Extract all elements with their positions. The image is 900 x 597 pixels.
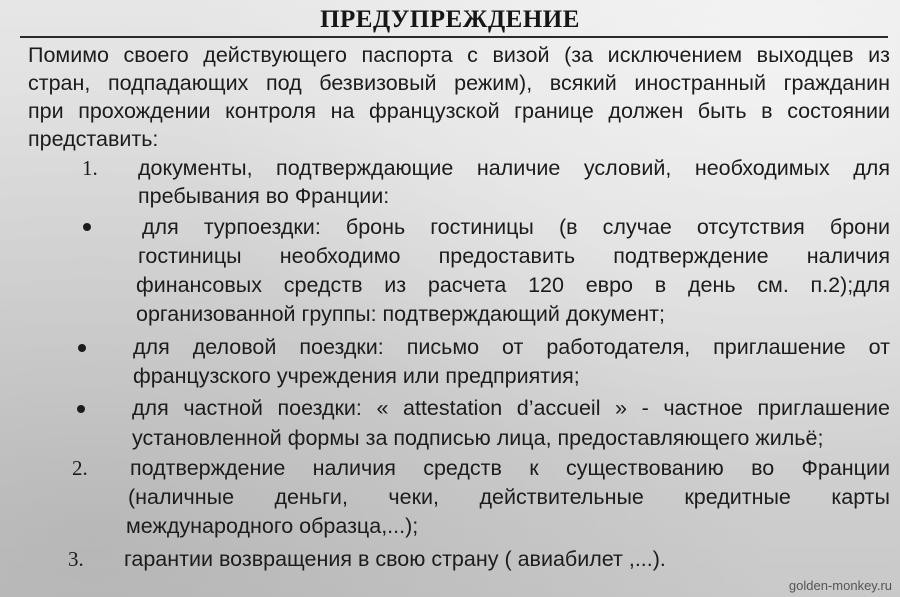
list-item-line: для турпоездки: бронь гостиницы (в случае отсутствия брони bbox=[142, 215, 890, 239]
list-item-line: организованной группы: подтверждающий документ; bbox=[136, 302, 665, 326]
list-item-line: для частной поездки: « attestation d’accueil » - частное приглашение bbox=[132, 396, 890, 420]
intro-line: представить: bbox=[28, 127, 159, 151]
bullet-icon bbox=[83, 223, 91, 231]
list-item-line: международного образца,...); bbox=[126, 514, 419, 538]
bullet-icon bbox=[78, 344, 86, 352]
list-item-line: (наличные деньги, чеки, действительные кредитные карты bbox=[128, 485, 890, 509]
intro-line: стран, подпадающих под безвизовый режим), всякий иностранный гражданин bbox=[28, 71, 890, 95]
document-title: ПРЕДУПРЕЖДЕНИЕ bbox=[320, 6, 580, 33]
list-item-line: французского учреждения или предприятия; bbox=[133, 364, 580, 388]
list-number: 2. bbox=[72, 456, 88, 480]
title-underline bbox=[20, 36, 888, 38]
list-item-line: гарантии возвращения в свою страну ( авиабилет ,...). bbox=[124, 547, 666, 571]
list-number: 1. bbox=[82, 156, 98, 180]
list-item-line: для деловой поездки: письмо от работодателя, приглашение от bbox=[133, 335, 890, 359]
list-item-line: подтверждение наличия средств к существованию во Франции bbox=[130, 456, 890, 480]
list-item-line: документы, подтверждающие наличие условий, необходимых для bbox=[138, 156, 890, 180]
list-item-line: гостиницы необходимо предоставить подтверждение наличия bbox=[138, 244, 890, 268]
bullet-icon bbox=[77, 405, 85, 413]
list-item-line: финансовых средств из расчета 120 евро в день см. п.2);для bbox=[136, 273, 890, 297]
site-watermark: golden-monkey.ru bbox=[788, 578, 892, 593]
intro-line: при прохождении контроля на французской границе должен быть в состоянии bbox=[28, 99, 890, 123]
list-item-line: пребывания во Франции: bbox=[138, 184, 390, 208]
list-number: 3. bbox=[68, 547, 84, 571]
intro-line: Помимо своего действующего паспорта с визой (за исключением выходцев из bbox=[28, 43, 890, 67]
list-item-line: установленной формы за подписью лица, предоставляющего жильё; bbox=[132, 426, 824, 450]
